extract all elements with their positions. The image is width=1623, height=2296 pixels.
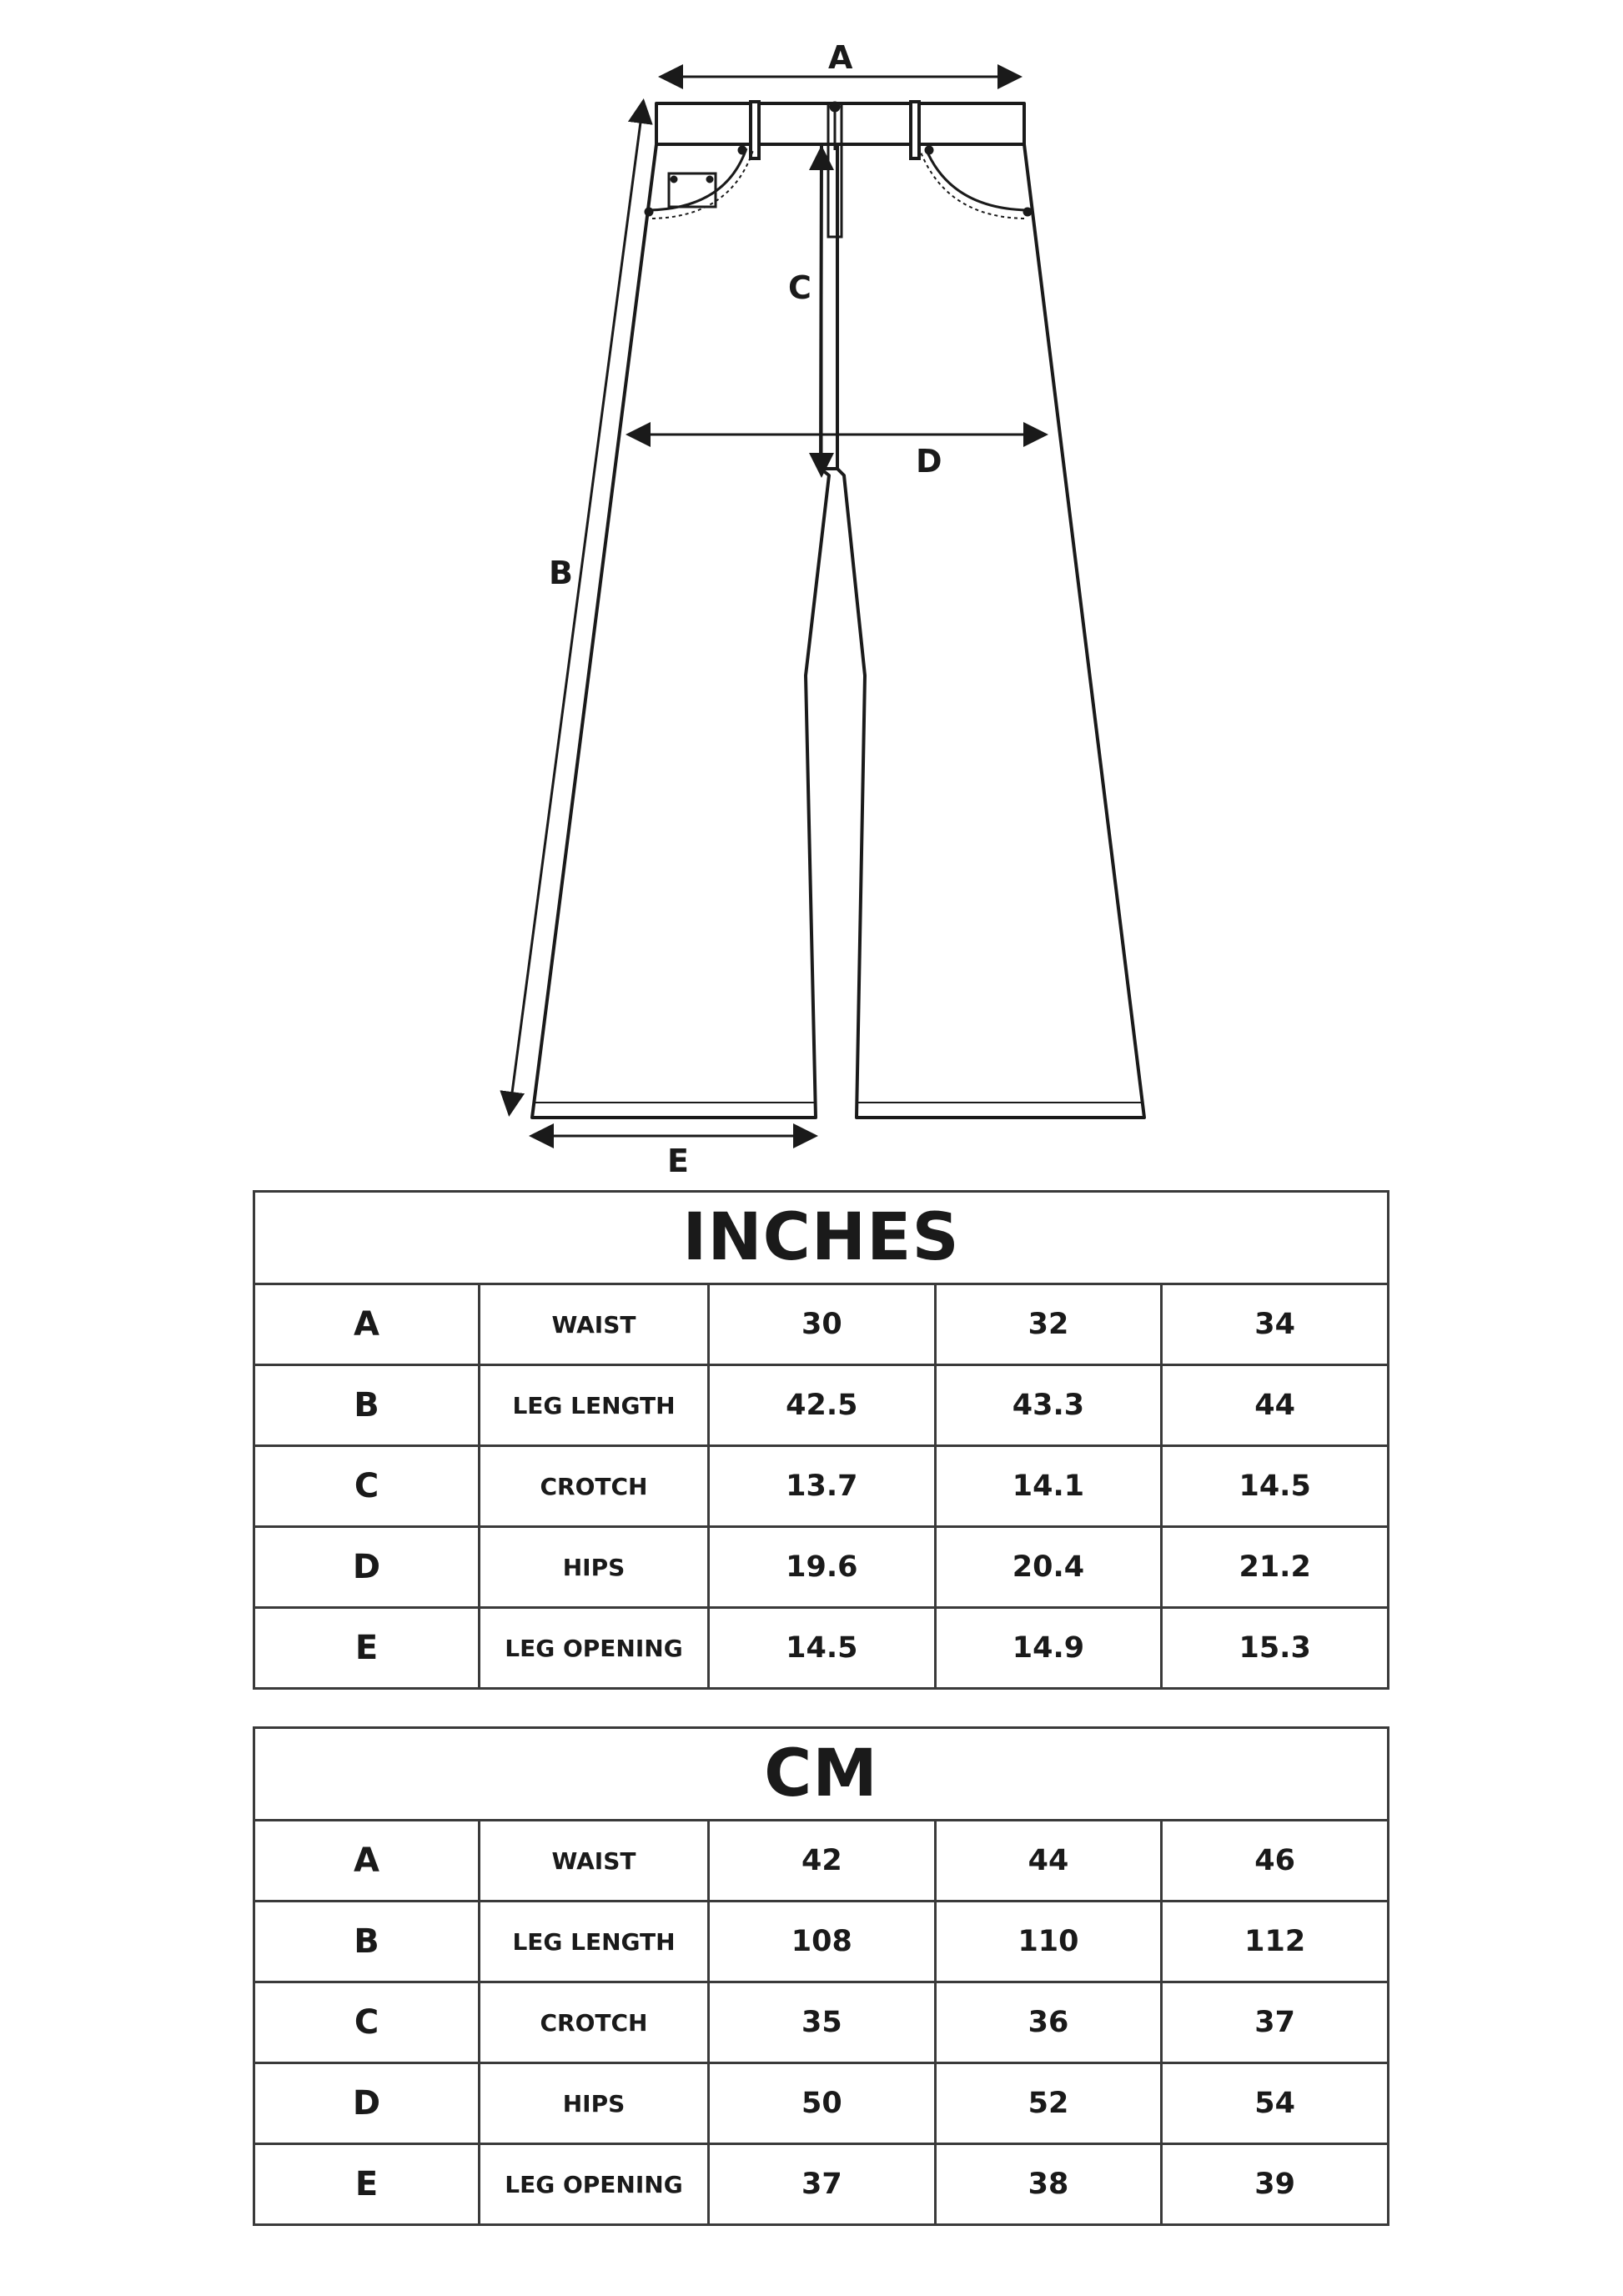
table-row xyxy=(254,2144,1389,2225)
table-row xyxy=(254,1982,1389,2063)
size-value: 42 xyxy=(709,1821,936,1902)
size-value: 19.6 xyxy=(709,1527,936,1608)
inches-size-table xyxy=(253,1190,1389,1690)
size-value: 38 xyxy=(935,2144,1162,2225)
table-row xyxy=(254,1284,1389,1365)
size-value: 14.9 xyxy=(935,1608,1162,1689)
size-value: 14.1 xyxy=(935,1446,1162,1527)
measure-name: LEG LENGTH xyxy=(480,1365,709,1446)
size-value: 44 xyxy=(1162,1365,1389,1446)
belt-loop-right xyxy=(911,102,919,158)
size-value: 36 xyxy=(935,1982,1162,2063)
size-value: 43.3 xyxy=(935,1365,1162,1446)
label-b: B xyxy=(549,555,573,591)
size-value: 112 xyxy=(1162,1902,1389,1982)
size-value: 37 xyxy=(1162,1982,1389,2063)
measure-key: A xyxy=(254,1821,480,1902)
measure-key: C xyxy=(254,1446,480,1527)
label-e: E xyxy=(667,1143,689,1179)
measure-key: D xyxy=(254,2063,480,2144)
size-value: 30 xyxy=(709,1284,936,1365)
measure-name: CROTCH xyxy=(480,1982,709,2063)
table-title-row xyxy=(254,1192,1389,1284)
size-value: 15.3 xyxy=(1162,1608,1389,1689)
table-row xyxy=(254,1527,1389,1608)
arrow-b xyxy=(510,103,643,1112)
measure-key: A xyxy=(254,1284,480,1365)
measure-name: LEG OPENING xyxy=(480,1608,709,1689)
zipper-fly xyxy=(828,103,842,237)
label-a: A xyxy=(828,39,853,76)
measurement-arrows xyxy=(510,77,1043,1136)
size-value: 20.4 xyxy=(935,1527,1162,1608)
label-d: D xyxy=(916,443,942,480)
size-value: 42.5 xyxy=(709,1365,936,1446)
size-value: 110 xyxy=(935,1902,1162,1982)
table-row xyxy=(254,2063,1389,2144)
measure-key: B xyxy=(254,1902,480,1982)
size-value: 32 xyxy=(935,1284,1162,1365)
table-row xyxy=(254,1902,1389,1982)
size-value: 13.7 xyxy=(709,1446,936,1527)
size-value: 50 xyxy=(709,2063,936,2144)
size-value: 52 xyxy=(935,2063,1162,2144)
left-leg xyxy=(532,144,829,1118)
measure-key: E xyxy=(254,1608,480,1689)
size-value: 14.5 xyxy=(1162,1446,1389,1527)
belt-loop-left xyxy=(751,102,759,158)
table-row xyxy=(254,1821,1389,1902)
measure-name: HIPS xyxy=(480,2063,709,2144)
measure-name: WAIST xyxy=(480,1284,709,1365)
table-row xyxy=(254,1365,1389,1446)
measure-key: D xyxy=(254,1527,480,1608)
table-title: CM xyxy=(254,1728,1389,1821)
measure-name: CROTCH xyxy=(480,1446,709,1527)
measure-key: E xyxy=(254,2144,480,2225)
measure-name: WAIST xyxy=(480,1821,709,1902)
measure-name: LEG OPENING xyxy=(480,2144,709,2225)
measure-key: B xyxy=(254,1365,480,1446)
size-value: 54 xyxy=(1162,2063,1389,2144)
table-row xyxy=(254,1608,1389,1689)
label-c: C xyxy=(788,269,812,306)
right-leg xyxy=(837,144,1144,1118)
measure-key: C xyxy=(254,1982,480,2063)
measure-name: LEG LENGTH xyxy=(480,1902,709,1982)
table-title-row xyxy=(254,1728,1389,1821)
size-value: 46 xyxy=(1162,1821,1389,1902)
size-value: 35 xyxy=(709,1982,936,2063)
table-row xyxy=(254,1446,1389,1527)
measure-name: HIPS xyxy=(480,1527,709,1608)
size-value: 37 xyxy=(709,2144,936,2225)
size-value: 108 xyxy=(709,1902,936,1982)
size-value: 39 xyxy=(1162,2144,1389,2225)
pocket-left xyxy=(649,148,746,210)
size-value: 14.5 xyxy=(709,1608,936,1689)
size-value: 44 xyxy=(935,1821,1162,1902)
table-title: INCHES xyxy=(254,1192,1389,1284)
cm-size-table xyxy=(253,1726,1389,2226)
pocket-right xyxy=(926,148,1028,210)
size-value: 34 xyxy=(1162,1284,1389,1365)
size-value: 21.2 xyxy=(1162,1527,1389,1608)
